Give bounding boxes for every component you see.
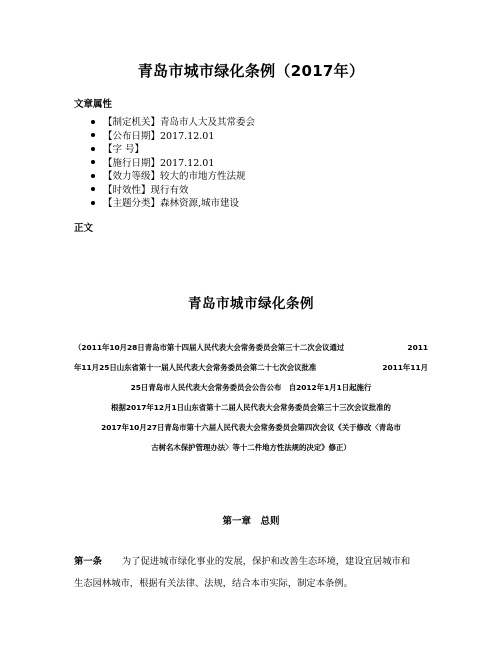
attribute-text: 【效力等级】较大的市地方性法规 [103,171,246,182]
law-title: 青岛市城市绿化条例 [188,296,314,312]
body-heading: 正文 [74,223,94,234]
article-line: 生态园林城市，根据有关法律、法规，结合本市实际，制定本条例。 [74,578,353,589]
preamble-text: 2011 [407,343,428,352]
preamble-line [74,338,428,358]
preamble-text: 2011年11月 [382,363,428,372]
bullet-icon [91,133,95,137]
bullet-icon [91,147,95,151]
bullet-icon [91,201,95,205]
preamble-text: （2011年10月28日青岛市第十四届人民代表大会常务委员会第三十二次会议通过 [74,343,345,352]
article-number: 第一条 [74,556,102,567]
bullet-icon [91,187,95,191]
attribute-item [91,184,255,198]
bullet-icon [91,174,95,178]
preamble [74,338,428,458]
attribute-text: 【公布日期】2017.12.01 [103,130,215,142]
attribute-item [91,143,255,157]
attribute-item [91,157,255,171]
bullet-icon [91,160,95,164]
preamble-line: 根据2017年12月1日山东省第十二届人民代表大会常务委员会第三十三次会议批准的 [111,403,391,412]
attribute-text: 【制定机关】青岛市人大及其常委会 [103,117,256,128]
attribute-item [91,116,255,130]
preamble-text: 年11月25日山东省第十一届人民代表大会常务委员会第二十七次会议批准 [74,363,317,372]
attributes-list [91,116,255,211]
preamble-line: 古树名木保护管理办法〉等十二件地方性法规的决定》修正） [151,443,351,452]
attribute-item [91,130,255,144]
preamble-line: 25日青岛市人民代表大会常务委员会公告公布 自2012年1月1日起施行 [130,383,372,392]
article-text: 为了促进城市绿化事业的发展，保护和改善生态环境，建设宜居城市和 [121,556,411,567]
attribute-text: 【时效性】现行有效 [103,184,189,196]
attribute-item [91,197,255,211]
bullet-icon [91,120,95,124]
attribute-text: 【字 号】 [103,144,145,155]
attribute-text: 【主题分类】森林资源,城市建设 [103,198,240,209]
article-1 [74,551,430,595]
chapter-title: 第一章 总则 [222,516,280,527]
attribute-text: 【施行日期】2017.12.01 [103,157,215,169]
preamble-line [74,358,428,378]
article-line [74,551,430,573]
preamble-line: 2017年10月27日青岛市第十六届人民代表大会常务委员会第四次会议《关于修改〈青岛市 [101,423,401,432]
attribute-item [91,170,255,184]
attributes-heading: 文章属性 [74,99,113,110]
document-title: 青岛市城市绿化条例（2017年） [137,62,365,80]
